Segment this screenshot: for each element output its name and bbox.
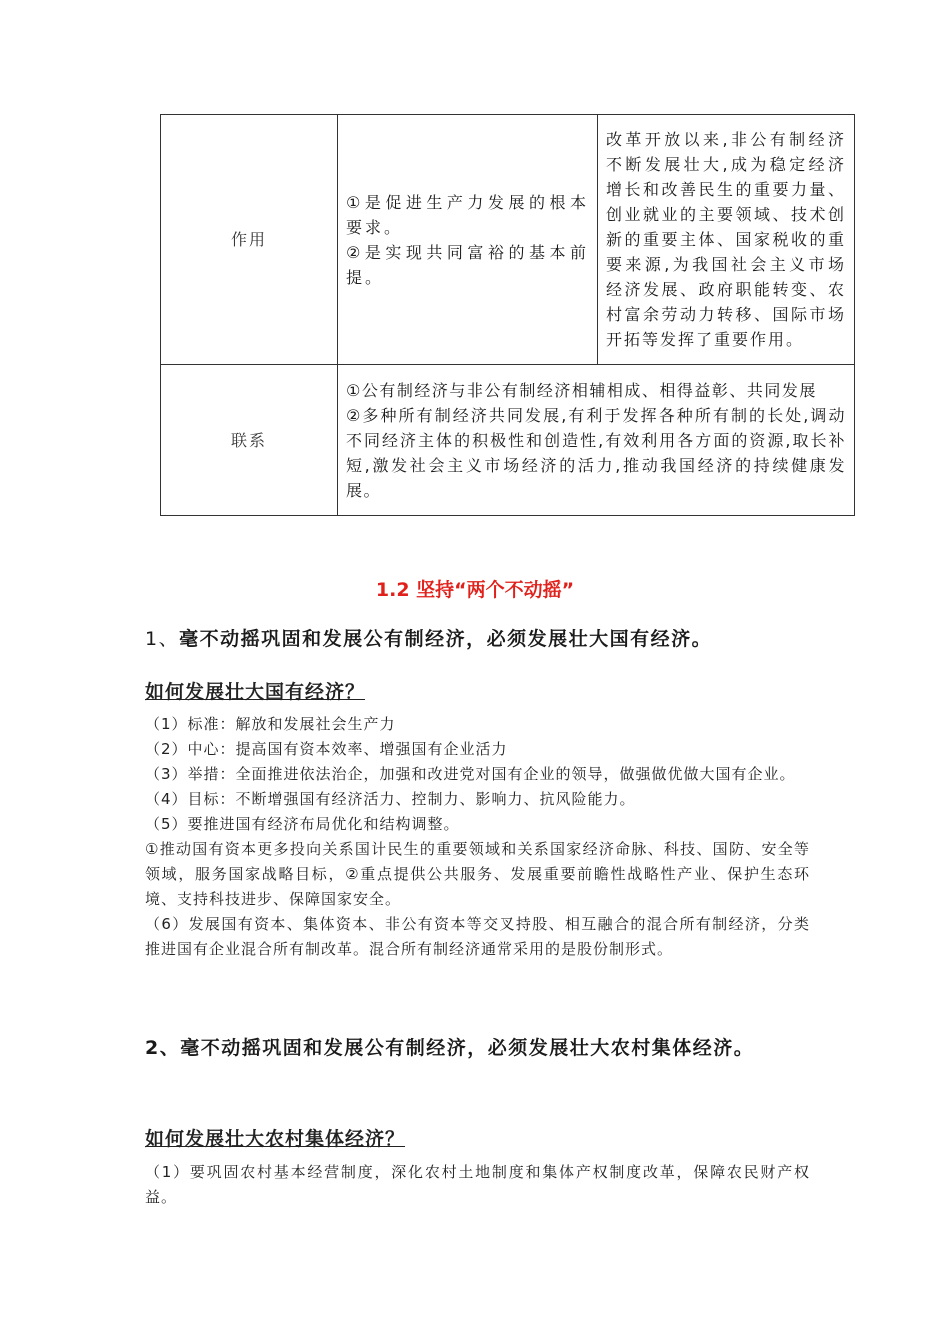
rural-economy-list — [145, 1160, 810, 1210]
public-economy-function — [338, 115, 598, 365]
list-item: ①推动国有资本更多投向关系国计民生的重要领域和关系国家经济命脉、科技、国防、安全等领域，服务国家战略目标，②重点提供公共服务、发展重要前瞻性战略性产业、保护生态环境、支持科技进步、保障国家安全。 — [145, 840, 810, 908]
question-2: 如何发展壮大农村集体经济？ — [145, 1128, 406, 1150]
list-item: （6）发展国有资本、集体资本、非公有资本等交叉持股、相互融合的混合所有制经济，分类推进国有企业混合所有制改革。混合所有制经济通常采用的是股份制形式。 — [145, 915, 810, 958]
comparison-table — [160, 114, 855, 516]
relation-content-text: ①公有制经济与非公有制经济相辅相成、相得益彰、共同发展 ②多种所有制经济共同发展,有利于发挥各种所有制的长处,调动不同经济主体的积极性和创造性,有效利用各方面的资源,取长补短,激发社会主义市场经济的活力,推动我国经济的持续健康发展。 — [346, 380, 846, 500]
nonpublic-economy-function — [598, 115, 855, 365]
table-row-relation — [161, 365, 855, 516]
list-item: （1）要巩固农村基本经营制度，深化农村土地制度和集体产权制度改革，保障农民财产权益。 — [145, 1163, 810, 1206]
state-economy-list — [145, 712, 810, 962]
list-item: （2）中心：提高国有资本效率、增强国有企业活力 — [145, 740, 508, 758]
list-item: （3）举措：全面推进依法治企，加强和改进党对国有企业的领导，做强做优做大国有企业。 — [145, 765, 796, 783]
relation-content — [338, 365, 855, 516]
heading-1-text: 毫不动摇巩固和发展公有制经济，必须发展壮大国有经济。 — [179, 628, 713, 650]
list-item: （5）要推进国有经济布局优化和结构调整。 — [145, 815, 460, 833]
section-title: 1.2 坚持“两个不动摇” — [375, 579, 575, 601]
nonpublic-economy-function-text: 改革开放以来,非公有制经济不断发展壮大,成为稳定经济增长和改善民生的重要力量、创业就业的主要领域、技术创新的重要主体、国家税收的重要来源,为我国社会主义市场经济发展、政府职能转变、农村富余劳动力转移、国际市场开拓等发挥了重要作用。 — [606, 130, 846, 349]
row-label-function: 作用 — [161, 115, 338, 365]
heading-1-number: 1、 — [145, 628, 180, 650]
row-label-relation: 联系 — [161, 365, 338, 516]
public-economy-function-text: ①是促进生产力发展的根本要求。 ②是实现共同富裕的基本前提。 — [346, 192, 589, 287]
list-item: （1）标准：解放和发展社会生产力 — [145, 715, 396, 733]
list-item: （4）目标：不断增强国有经济活力、控制力、影响力、抗风险能力。 — [145, 790, 636, 808]
question-1: 如何发展壮大国有经济？ — [145, 681, 366, 703]
heading-1 — [145, 624, 845, 651]
heading-2: 2、毫不动摇巩固和发展公有制经济，必须发展壮大农村集体经济。 — [145, 1037, 755, 1059]
table-row-function — [161, 115, 855, 365]
